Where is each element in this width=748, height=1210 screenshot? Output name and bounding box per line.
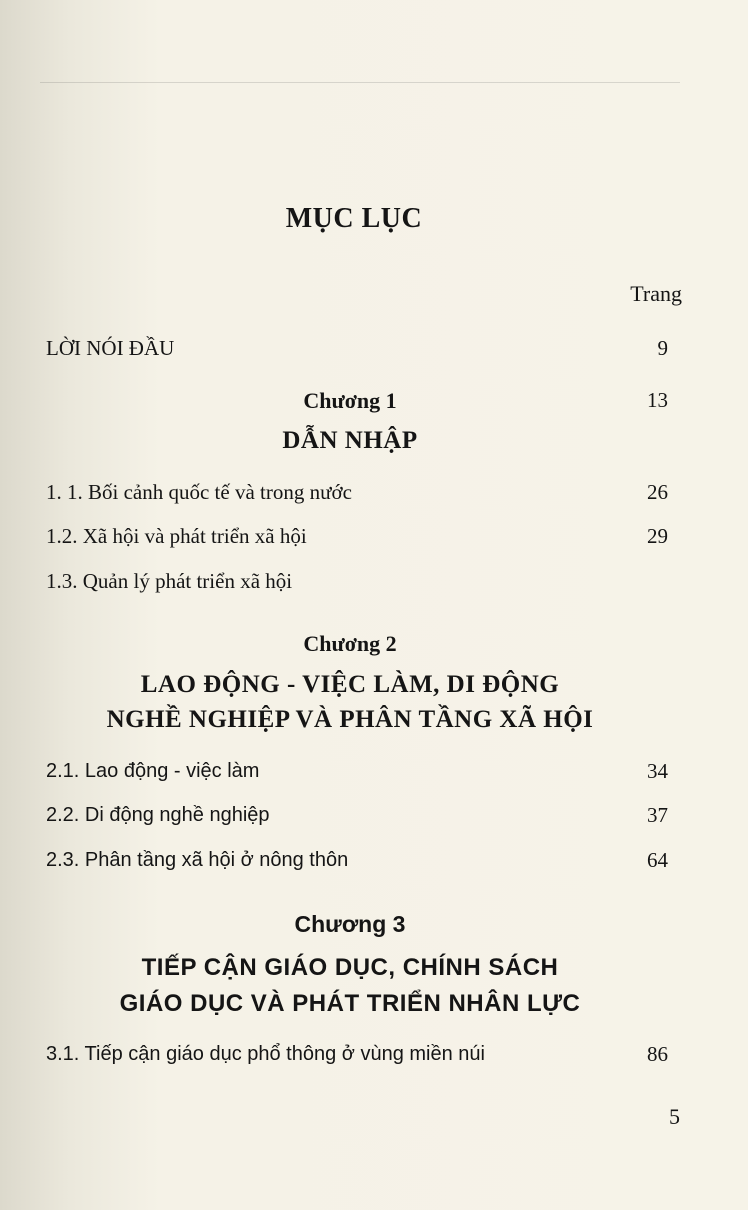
chapter-1-label: Chương 1 [303, 388, 397, 413]
toc-entry-label: 2.2. Di động nghề nghiệp [46, 804, 270, 826]
chapter-1-page: 13 [647, 388, 668, 412]
chapter-2-title-line-1: LAO ĐỘNG - VIỆC LÀM, DI ĐỘNG [140, 671, 560, 698]
page-column-label: Trang [630, 281, 682, 306]
chapter-2-title-line-2: NGHỀ NGHIỆP VÀ PHÂN TẦNG XÃ HỘI [106, 706, 594, 733]
chapter-3-title-line-2: GIÁO DỤC VÀ PHÁT TRIỂN NHÂN LỰC [119, 990, 581, 1017]
page-number: 5 [669, 1104, 680, 1129]
toc-entry-page: 29 [647, 524, 668, 548]
toc-entry-label: 1. 1. Bối cảnh quốc tế và trong nước [46, 480, 352, 504]
bleed-through-texture [670, 52, 688, 73]
chapter-3-title-line-1: TIẾP CẬN GIÁO DỤC, CHÍNH SÁCH [141, 954, 559, 981]
toc-entry-label: 1.2. Xã hội và phát triển xã hội [46, 524, 307, 548]
chapter-3-label: Chương 3 [294, 911, 406, 937]
toc-entry-page: 34 [647, 759, 668, 783]
toc-entry-label: 1.3. Quản lý phát triển xã hội [46, 569, 293, 593]
toc-entry-page: 64 [647, 848, 668, 872]
toc-entry-label: 3.1. Tiếp cận giáo dục phổ thông ở vùng miền núi [46, 1043, 485, 1065]
toc-entry-label: 2.1. Lao động - việc làm [46, 760, 260, 782]
toc-entry-label: 2.3. Phân tầng xã hội ở nông thôn [46, 849, 349, 871]
bleed-through-rule [40, 82, 680, 83]
toc-entry-page: 86 [647, 1042, 668, 1066]
toc-entry-label: LỜI NÓI ĐẦU [46, 336, 175, 360]
chapter-1-title: DẪN NHẬP [282, 427, 418, 454]
page-title: MỤC LỤC [285, 203, 423, 234]
toc-entry-page: 9 [657, 336, 668, 360]
chapter-2-label: Chương 2 [303, 631, 397, 656]
toc-entry-page: 37 [647, 803, 668, 827]
toc-entry-page: 26 [647, 480, 668, 504]
